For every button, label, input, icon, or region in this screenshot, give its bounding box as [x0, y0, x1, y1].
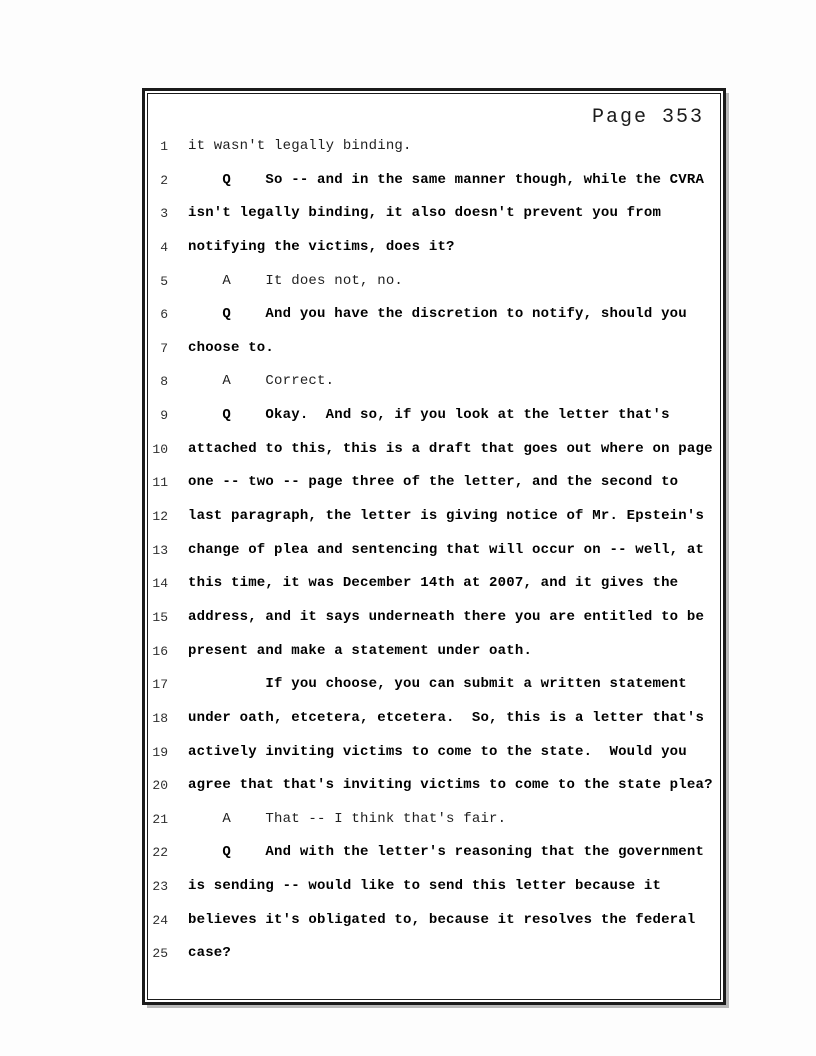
line-number: 6 — [160, 307, 168, 323]
line-text: isn't legally binding, it also doesn't prevent you from — [188, 205, 662, 222]
line-text: A That -- I think that's fair. — [188, 810, 507, 827]
line-text: choose to. — [188, 339, 275, 356]
transcript-line — [150, 340, 710, 374]
line-number: 3 — [160, 206, 168, 222]
transcript-line — [150, 239, 710, 273]
transcript-line — [150, 912, 710, 946]
transcript-line — [150, 643, 710, 677]
line-number: 8 — [160, 374, 168, 390]
transcript-line — [150, 542, 710, 576]
line-number: 14 — [152, 576, 168, 592]
line-number: 13 — [152, 542, 168, 558]
transcript-line — [150, 609, 710, 643]
line-text: notifying the victims, does it? — [188, 238, 455, 255]
transcript-line — [150, 878, 710, 912]
line-text: believes it's obligated to, because it resolves the federal — [188, 911, 696, 928]
transcript-line — [150, 744, 710, 778]
transcript-line — [150, 844, 710, 878]
line-text: last paragraph, the letter is giving notice of Mr. Epstein's — [188, 508, 705, 525]
line-number: 22 — [152, 845, 168, 861]
transcript-line — [150, 945, 710, 979]
line-number: 16 — [152, 643, 168, 659]
transcript-line — [150, 474, 710, 508]
line-text: present and make a statement under oath. — [188, 642, 533, 659]
transcript-line — [150, 777, 713, 811]
line-number: 12 — [152, 509, 168, 525]
transcript-line — [150, 710, 710, 744]
transcript-line — [150, 205, 710, 239]
transcript-line — [150, 138, 710, 172]
line-text: A It does not, no. — [188, 272, 404, 289]
line-number: 15 — [152, 609, 168, 625]
line-number: 24 — [152, 912, 168, 928]
transcript-line — [150, 172, 710, 206]
line-text: If you choose, you can submit a written statement — [188, 676, 687, 693]
line-text: attached to this, this is a draft that goes out where on page — [188, 440, 713, 457]
line-text: change of plea and sentencing that will occur on -- well, at — [188, 541, 705, 558]
transcript-line — [150, 306, 710, 340]
transcript-line — [150, 508, 710, 542]
transcript-frame — [142, 88, 726, 1005]
page-number: Page 353 — [591, 106, 704, 129]
line-text: Q And with the letter's reasoning that the government — [188, 844, 705, 861]
line-text: Q And you have the discretion to notify, should you — [188, 306, 687, 323]
line-number: 11 — [152, 475, 168, 491]
transcript-line — [150, 811, 710, 845]
line-number: 4 — [160, 239, 168, 255]
line-number: 7 — [160, 340, 168, 356]
line-number: 10 — [152, 441, 168, 457]
line-text: it wasn't legally binding. — [188, 138, 412, 154]
transcript-line — [150, 273, 710, 307]
line-number: 19 — [152, 744, 168, 760]
line-text: Q Okay. And so, if you look at the letter that's — [188, 407, 670, 424]
line-text: address, and it says underneath there you are entitled to be — [188, 608, 705, 625]
line-text: under oath, etcetera, etcetera. So, this is a letter that's — [188, 709, 705, 726]
line-number: 1 — [160, 139, 168, 154]
transcript-lines — [150, 138, 713, 979]
transcript-line — [150, 407, 710, 441]
line-number: 5 — [160, 273, 168, 289]
line-text: this time, it was December 14th at 2007, and it gives the — [188, 575, 679, 592]
line-text: Q So -- and in the same manner though, while the CVRA — [188, 171, 705, 188]
transcript-frame-inner — [147, 93, 721, 1000]
transcript-line — [150, 575, 710, 609]
line-number: 20 — [152, 778, 168, 794]
transcript-line — [150, 440, 713, 475]
line-number: 25 — [152, 946, 168, 962]
line-text: actively inviting victims to come to the state. Would you — [188, 743, 687, 760]
transcript-line — [150, 373, 710, 407]
transcript-line — [150, 676, 710, 710]
line-number: 9 — [160, 408, 168, 424]
line-number: 23 — [152, 879, 168, 895]
line-number: 18 — [152, 710, 168, 726]
line-number: 2 — [160, 172, 168, 188]
line-text: A Correct. — [188, 373, 335, 390]
line-text: case? — [188, 945, 232, 962]
line-text: agree that that's inviting victims to come to the state plea? — [188, 777, 713, 794]
line-text: one -- two -- page three of the letter, and the second to — [188, 474, 679, 491]
line-number: 17 — [152, 677, 168, 693]
line-number: 21 — [152, 811, 168, 827]
line-text: is sending -- would like to send this letter because it — [188, 878, 662, 895]
